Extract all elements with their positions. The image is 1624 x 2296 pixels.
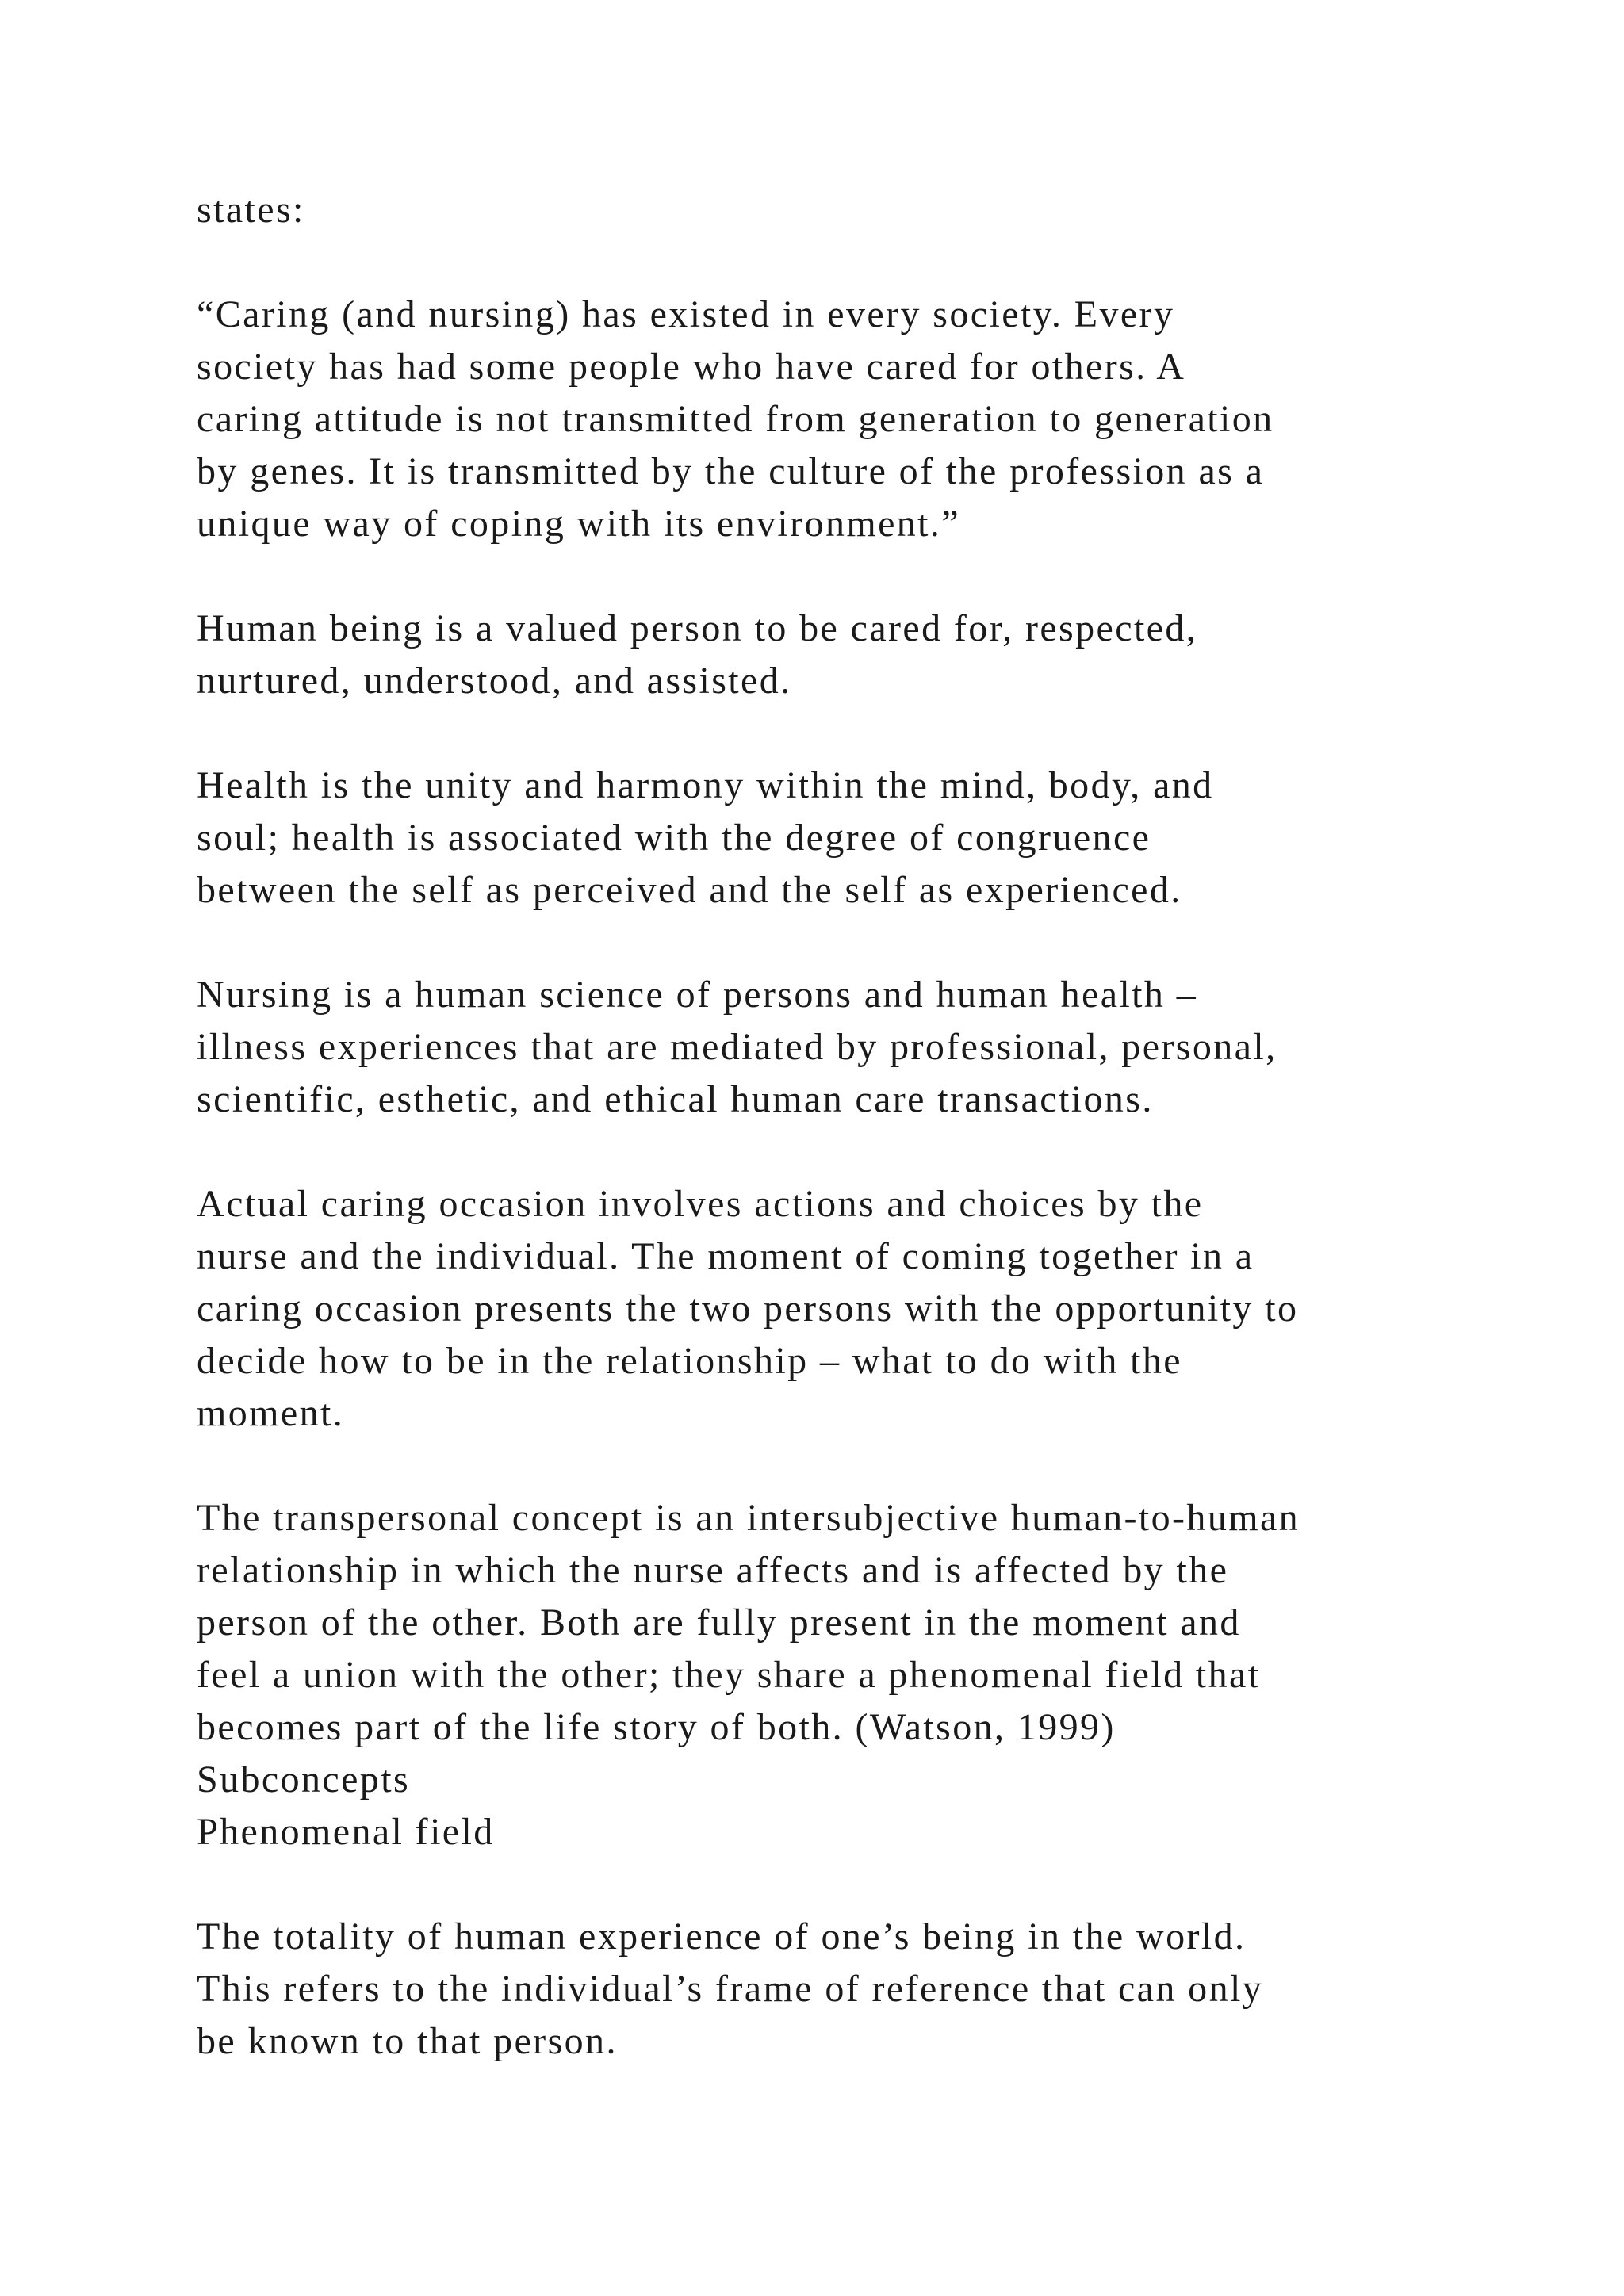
paragraph-gap	[197, 236, 1481, 289]
text-line: Actual caring occasion involves actions and choices by the	[197, 1183, 1204, 1225]
paragraph-states	[197, 184, 1481, 236]
paragraph-gap	[197, 916, 1481, 969]
paragraph-totality	[197, 1911, 1481, 2068]
text-line: becomes part of the life story of both. (Watson, 1999)	[197, 1706, 1116, 1748]
text-line: decide how to be in the relationship – what to do with the	[197, 1340, 1182, 1382]
text-line: Human being is a valued person to be cared for, respected,	[197, 607, 1198, 649]
document-body	[197, 184, 1481, 2068]
text-line: “Caring (and nursing) has existed in every society. Every	[197, 293, 1175, 335]
text-line: The transpersonal concept is an intersubjective human-to-human	[197, 1497, 1300, 1539]
section-heading-phenomenal-field: Phenomenal field	[197, 1811, 495, 1853]
text-line: scientific, esthetic, and ethical human care transactions.	[197, 1078, 1154, 1120]
paragraph-gap	[197, 1440, 1481, 1492]
paragraph-caring-occasion	[197, 1178, 1481, 1440]
text-line: nurtured, understood, and assisted.	[197, 660, 792, 702]
text-line: Health is the unity and harmony within the mind, body, and	[197, 764, 1214, 806]
paragraph-health	[197, 760, 1481, 916]
text-line: caring occasion presents the two persons with the opportunity to	[197, 1288, 1299, 1330]
text-line: caring attitude is not transmitted from generation to generation	[197, 398, 1274, 440]
text-line: unique way of coping with its environment.”	[197, 503, 961, 545]
paragraph-gap	[197, 707, 1481, 760]
text-line: society has had some people who have cared for others. A	[197, 346, 1186, 388]
text-line: This refers to the individual’s frame of reference that can only	[197, 1968, 1264, 2010]
text-line: by genes. It is transmitted by the culture of the profession as a	[197, 450, 1265, 492]
text-line: between the self as perceived and the self as experienced.	[197, 869, 1182, 911]
paragraph-gap	[197, 1126, 1481, 1178]
paragraph-caring-quote	[197, 289, 1481, 550]
text-line: The totality of human experience of one’s being in the world.	[197, 1915, 1247, 1957]
text-line: nurse and the individual. The moment of coming together in a	[197, 1235, 1254, 1277]
paragraph-human-being	[197, 603, 1481, 707]
text-line: person of the other. Both are fully present in the moment and	[197, 1601, 1241, 1644]
text-line: be known to that person.	[197, 2020, 618, 2062]
paragraph-gap	[197, 550, 1481, 603]
paragraph-nursing	[197, 969, 1481, 1126]
text-line: soul; health is associated with the degree of congruence	[197, 817, 1151, 859]
text-line: Nursing is a human science of persons and human health –	[197, 974, 1198, 1016]
text-line: relationship in which the nurse affects and is affected by the	[197, 1549, 1229, 1591]
text-line: moment.	[197, 1392, 345, 1434]
section-heading-subconcepts: Subconcepts	[197, 1758, 411, 1800]
paragraph-gap	[197, 1858, 1481, 1911]
text-line: feel a union with the other; they share a phenomenal field that	[197, 1654, 1261, 1696]
paragraph-transpersonal	[197, 1492, 1481, 1858]
text-line: illness experiences that are mediated by professional, personal,	[197, 1026, 1277, 1068]
text-line: states:	[197, 189, 305, 231]
